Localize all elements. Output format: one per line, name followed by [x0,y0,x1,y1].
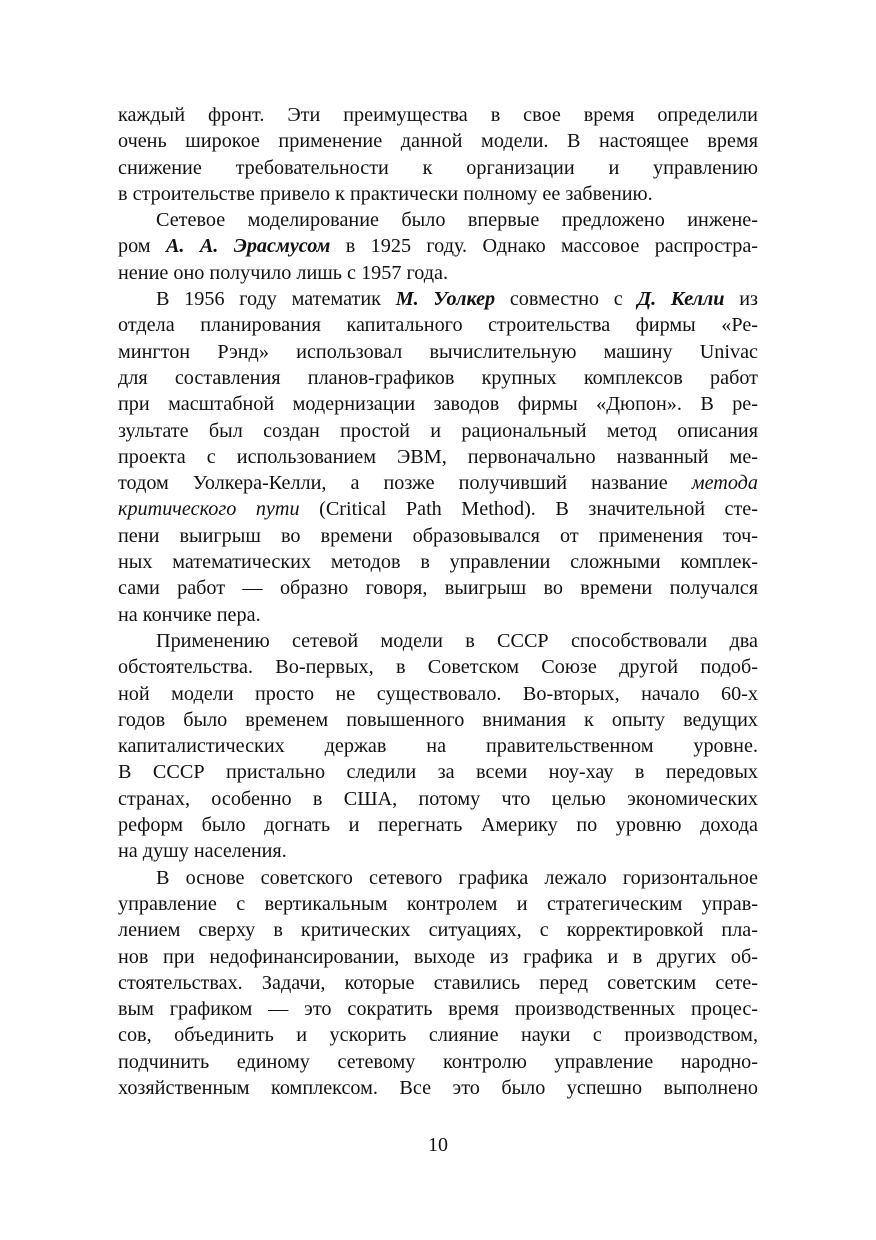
text-line [118,812,758,838]
text-run: Сетевое моделирование было впервые предложено инжене- [156,209,758,232]
text-line [118,733,758,759]
text-run: нение оно получило лишь с 1957 года. [118,261,449,284]
text-run: вым графиком — это сократить время производственных процес- [118,998,758,1021]
text-run: при масштабной модернизации заводов фирмы «Дюпон». В ре- [118,393,758,416]
text-line [118,444,758,470]
text-line [118,681,758,707]
text-line [118,233,758,259]
text-line [118,365,758,391]
text-line [118,102,758,128]
page-number: 10 [428,1134,448,1156]
text-line [118,602,758,628]
text-run: ной модели просто не существовало. Во-вторых, начало 60-х [118,682,758,705]
text-run: в строительстве привело к практически полному ее забвению. [118,182,653,205]
text-run: нов при недофинансировании, выходе из графика и в других об- [118,945,758,968]
text-line [118,549,758,575]
text-run: очень широкое применение данной модели. В настоящее время [118,130,758,153]
text-run: зультате был создан простой и рациональный метод описания [118,419,758,442]
text-run: совместно с [495,288,638,311]
text-run: из [724,288,758,311]
text-line [118,786,758,812]
text-line [118,917,758,943]
text-run: капиталистических держав на правительственном уровне. [118,735,758,758]
text-line [118,1022,758,1048]
italic-term: метода [691,472,758,495]
text-line [118,575,758,601]
bold-italic-name: А. А. Эрасмусом [165,235,331,258]
italic-term: критического пути [118,498,300,521]
text-line [118,286,758,312]
body-text [118,102,758,1101]
text-run: лением сверху в критических ситуациях, с корректировкой пла- [118,919,758,942]
text-line [118,155,758,181]
text-line [118,470,758,496]
text-run: ных математических методов в управлении сложными комплек- [118,551,758,574]
text-line [118,418,758,444]
text-run: В 1956 году математик [156,288,396,311]
text-run: управление с вертикальным контролем и стратегическим управ- [118,892,758,915]
text-line [118,339,758,365]
text-run: отдела планирования капитального строительства фирмы «Ре- [118,314,758,337]
text-run: ром [118,235,166,258]
text-run: странах, особенно в США, потому что целью экономических [118,787,758,810]
text-line [118,759,758,785]
text-run: В СССР пристально следили за всеми ноу-хау в передовых [118,761,758,784]
text-run: (Critical Path Method). В значительной сте- [299,498,758,521]
text-run: сами работ — образно говоря, выигрыш во времени получался [118,577,758,600]
text-line [118,654,758,680]
text-line [118,838,758,864]
text-line [118,181,758,207]
text-run: хозяйственным комплексом. Все это было успешно выполнено [118,1076,758,1099]
text-line [118,944,758,970]
text-line [118,865,758,891]
text-line [118,496,758,522]
text-run: тодом Уолкера-Келли, а позже получивший название [118,472,692,495]
text-run: каждый фронт. Эти преимущества в свое время определили [118,104,758,126]
text-run: обстоятельства. Во-первых, в Советском Союзе другой подоб- [118,656,758,679]
text-line [118,207,758,233]
text-line [118,128,758,154]
text-line [118,260,758,286]
text-run: для составления планов-графиков крупных комплексов работ [118,366,758,389]
text-run: мингтон Рэнд» использовал вычислительную машину Univac [118,340,758,363]
text-run: на душу населения. [118,840,287,863]
text-line [118,1075,758,1101]
text-run: стоятельствах. Задачи, которые ставились перед советским сете- [118,971,758,994]
text-line [118,523,758,549]
text-run: в 1925 году. Однако массовое распростра- [330,235,759,258]
text-run: проекта с использованием ЭВМ, первоначально названный ме- [118,445,758,468]
text-run: Применению сетевой модели в СССР способствовали два [156,629,758,652]
text-run: снижение требовательности к организации и управлению [118,156,758,179]
text-line [118,707,758,733]
text-run: годов было временем повышенного внимания к опыту ведущих [118,708,758,731]
text-run: реформ было догнать и перегнать Америку по уровню дохода [118,814,758,837]
bold-italic-name: М. Уолкер [395,288,496,311]
text-run: пени выигрыш во времени образовывался от применения точ- [118,524,758,547]
text-line [118,312,758,338]
text-line [118,996,758,1022]
text-line [118,891,758,917]
text-run: на кончике пера. [118,603,261,626]
bold-italic-name: Д. Келли [637,288,725,311]
text-run: сов, объединить и ускорить слияние науки с производством, [118,1024,758,1047]
text-line [118,391,758,417]
text-line [118,970,758,996]
text-run: В основе советского сетевого графика лежало горизонтальное [156,866,758,889]
text-line [118,1049,758,1075]
text-line [118,628,758,654]
text-run: подчинить единому сетевому контролю управление народно- [118,1050,758,1073]
